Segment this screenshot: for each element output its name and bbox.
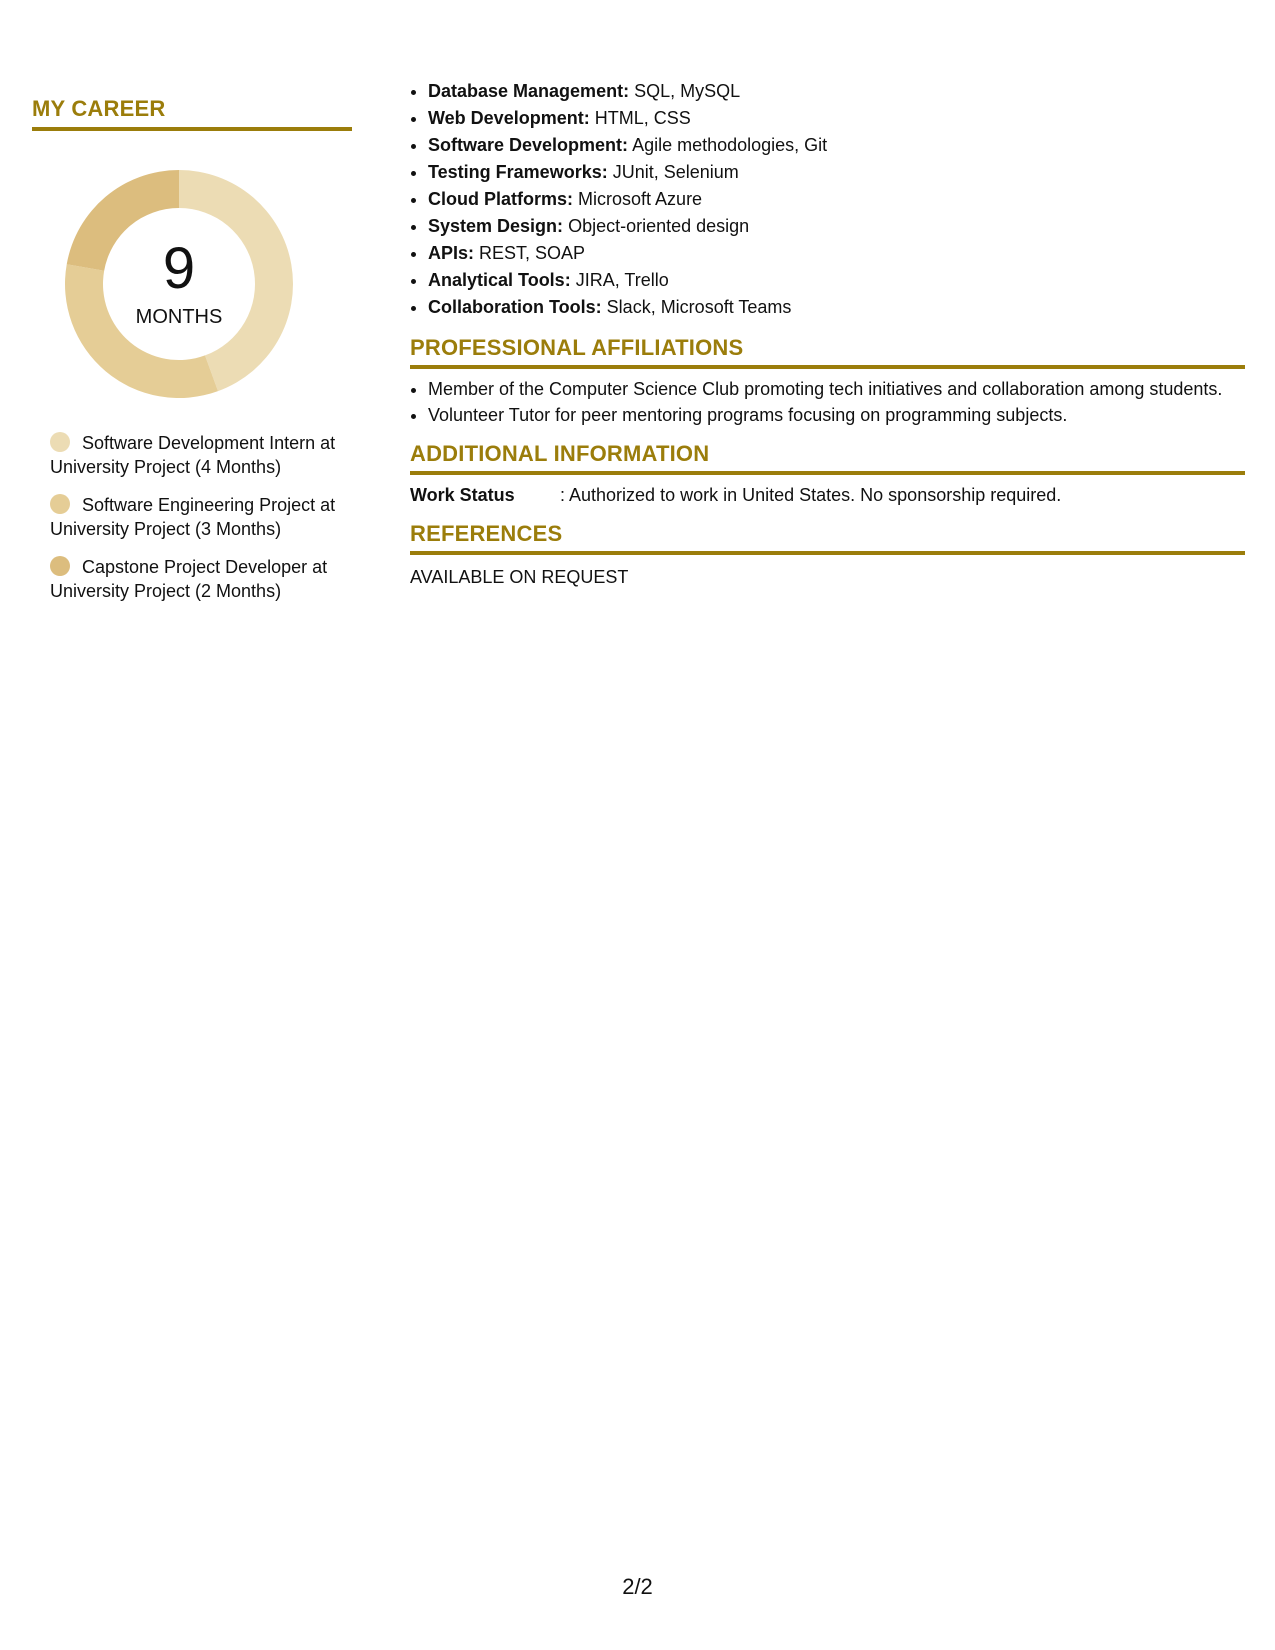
skill-item (428, 132, 1245, 159)
skill-item (428, 159, 1245, 186)
affiliations-list (410, 377, 1245, 427)
skill-item (428, 78, 1245, 105)
skill-name: Cloud Platforms: (428, 189, 574, 209)
skill-value: HTML, CSS (594, 108, 691, 128)
additional-info-title: ADDITIONAL INFORMATION (410, 441, 1245, 475)
skill-value: JIRA, Trello (575, 270, 669, 290)
skill-value: Microsoft Azure (578, 189, 703, 209)
legend-label: Capstone Project Developer at University Project (2 Months) (50, 557, 328, 601)
career-title: MY CAREER (32, 96, 352, 131)
skill-value: Agile methodologies, Git (632, 135, 828, 155)
skill-value: JUnit, Selenium (612, 162, 739, 182)
career-legend (50, 431, 352, 603)
donut-total-unit: MONTHS (135, 306, 223, 328)
skill-item (428, 240, 1245, 267)
legend-label: Software Engineering Project at University Project (3 Months) (50, 495, 336, 539)
legend-dot-icon (50, 432, 70, 452)
skill-name: Testing Frameworks: (428, 162, 608, 182)
skill-value: SQL, MySQL (634, 81, 741, 101)
skill-name: Analytical Tools: (428, 270, 571, 290)
skill-name: Collaboration Tools: (428, 297, 602, 317)
skill-name: System Design: (428, 216, 564, 236)
skill-name: Web Development: (428, 108, 590, 128)
affiliation-item: • Member of the Computer Science Club promoting tech initiatives and collaboration among students. (428, 377, 1245, 401)
skill-name: APIs: (428, 243, 475, 263)
references-title: REFERENCES (410, 521, 1245, 555)
work-status-row (410, 483, 1245, 507)
career-donut-chart (64, 169, 294, 399)
page-number: 2/2 (622, 1574, 653, 1599)
skill-value: Slack, Microsoft Teams (606, 297, 792, 317)
skill-item (428, 105, 1245, 132)
affiliations-title: PROFESSIONAL AFFILIATIONS (410, 335, 1245, 369)
main-content (410, 78, 1245, 589)
skill-item (428, 267, 1245, 294)
skill-item (428, 294, 1245, 321)
skill-item (428, 186, 1245, 213)
legend-item (50, 431, 336, 479)
skill-name: Database Management: (428, 81, 630, 101)
legend-label: Software Development Intern at University Project (4 Months) (50, 433, 336, 477)
donut-center (64, 169, 294, 399)
donut-total-value: 9 (162, 236, 196, 301)
skill-name: Software Development: (428, 135, 629, 155)
work-status-label: Work Status (410, 485, 515, 505)
legend-dot-icon (50, 494, 70, 514)
legend-dot-icon (50, 556, 70, 576)
career-section (32, 96, 352, 617)
skill-value: Object-oriented design (568, 216, 750, 236)
skills-list (410, 78, 1245, 321)
affiliation-item: • Volunteer Tutor for peer mentoring programs focusing on programming subjects. (428, 403, 1245, 427)
work-status-value: : Authorized to work in United States. No sponsorship required. (560, 485, 1062, 505)
legend-item (50, 493, 336, 541)
legend-item (50, 555, 336, 603)
skill-item (428, 213, 1245, 240)
references-text: AVAILABLE ON REQUEST (410, 567, 629, 587)
skill-value: REST, SOAP (479, 243, 586, 263)
